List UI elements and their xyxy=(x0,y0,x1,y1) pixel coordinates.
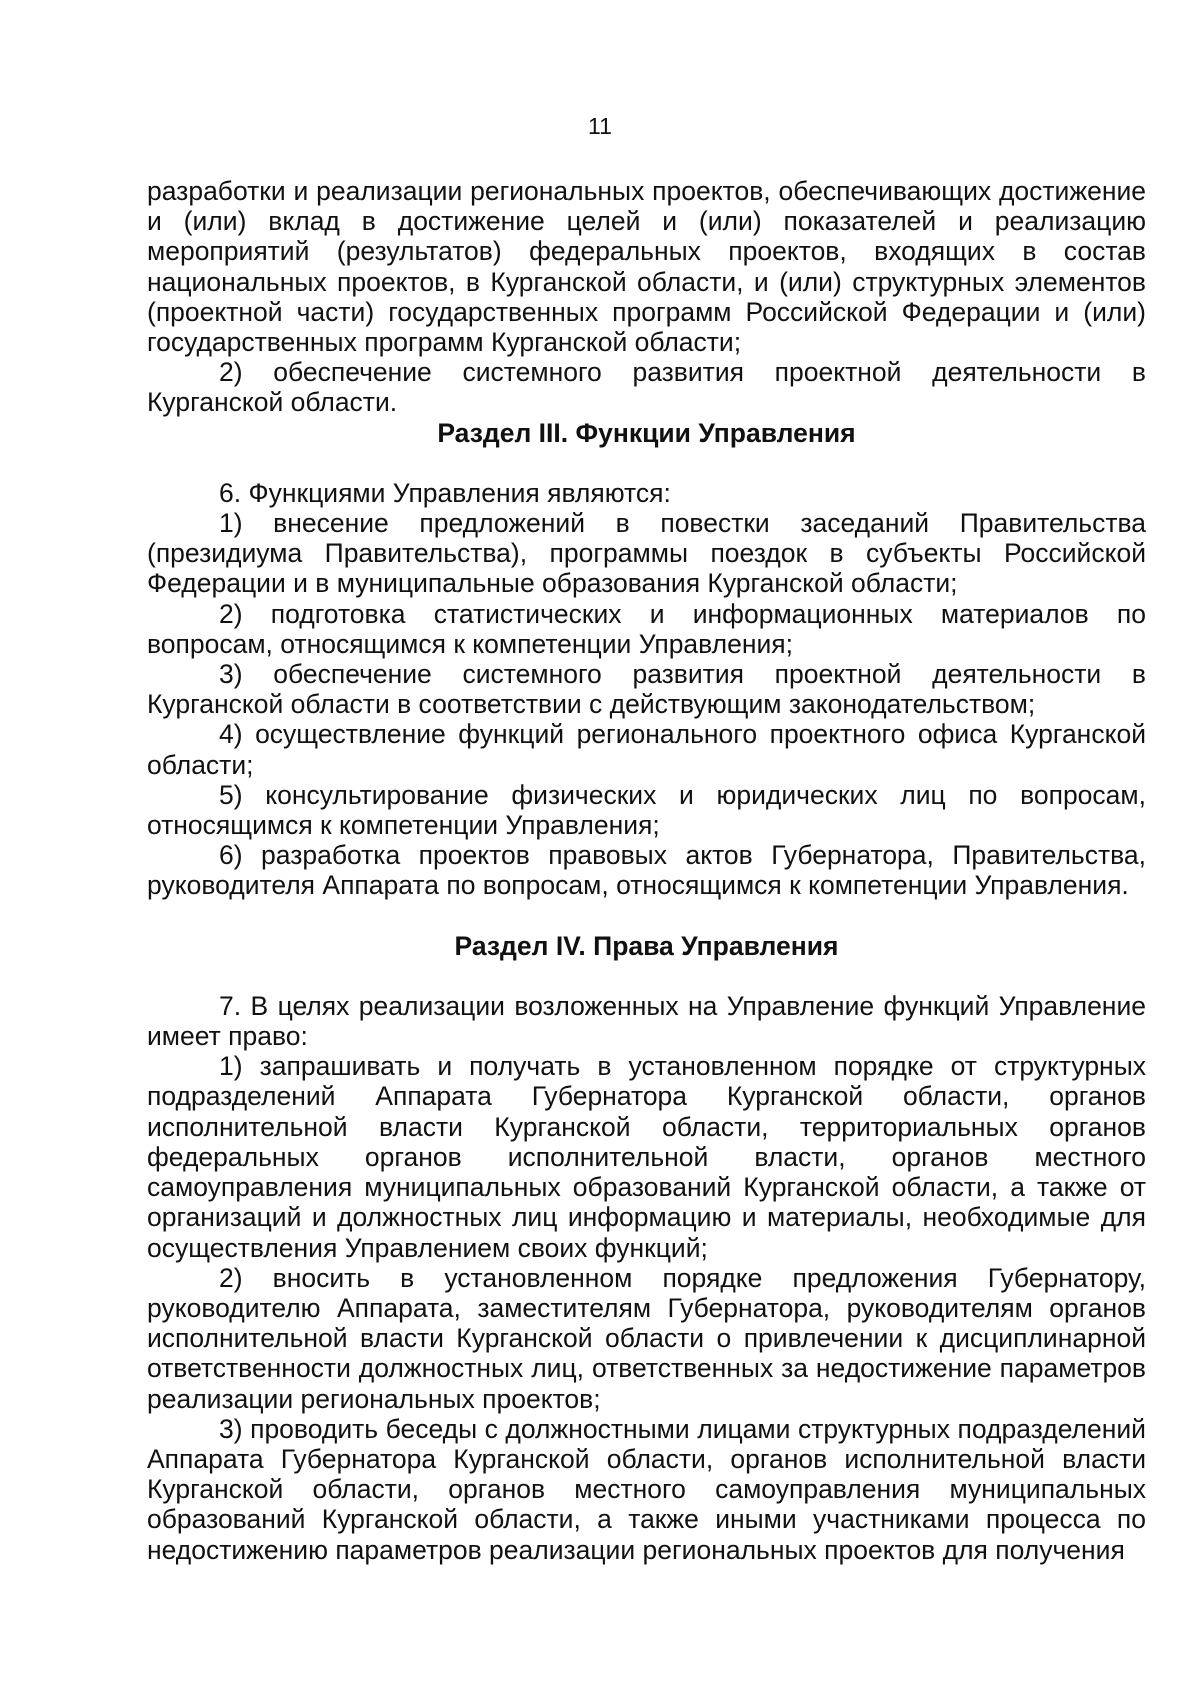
section-heading-3: Раздел III. Функции Управления xyxy=(437,417,856,448)
function-item-2: 2) подготовка статистических и информационных материалов по вопросам, относящимся к компетенции Управления; xyxy=(147,598,1146,659)
function-item-1: 1) внесение предложений в повестки заседаний Правительства (президиума Правительства), программы поездок в субъекты Российской Федерации и в муниципальные образования Курганской области; xyxy=(147,508,1146,599)
right-item-2: 2) вносить в установленном порядке предложения Губернатору, руководителю Аппарата, заместителям Губернатора, руководителям органов исполнительной власти Курганской области о привлечении к дисциплинарной ответственности должностных лиц, ответственных за недостижение параметров реализации региональных проектов; xyxy=(147,1262,1146,1414)
spacer xyxy=(147,448,1146,478)
section3-lead: 6. Функциями Управления являются: xyxy=(219,477,671,508)
spacer xyxy=(147,901,1146,931)
function-item-5: 5) консультирование физических и юридических лиц по вопросам, относящимся к компетенции Управления; xyxy=(147,779,1146,841)
right-item-3: 3) проводить беседы с должностными лицами структурных подразделений Аппарата Губернатора Курганской области, органов исполнительной власти Курганской области, органов местного самоуправления муниципальных образований Курганской области, а также иными участниками процесса по недостижению параметров реализации региональных проектов для получения xyxy=(147,1413,1146,1565)
section4-lead: 7. В целях реализации возложенных на Управление функций Управление имеет право: xyxy=(147,990,1146,1052)
paragraph-continuation: разработки и реализации региональных проектов, обеспечивающих достижение и (или) вклад в достижение целей и (или) показателей и реализацию мероприятий (результатов) федеральных проектов, входящих в состав национальных проектов, в Курганской области, и (или) структурных элементов (проектной части) государственных программ Российской Федерации и (или) государственных программ Курганской области; xyxy=(147,176,1146,358)
intro-item-2: 2) обеспечение системного развития проектной деятельности в Курганской области. xyxy=(147,357,1146,418)
page-number: 11 xyxy=(588,113,612,139)
function-item-4: 4) осуществление функций регионального проектного офиса Курганской области; xyxy=(147,719,1146,780)
function-item-6: 6) разработка проектов правовых актов Губернатора, Правительства, руководителя Аппарата по вопросам, относящимся к компетенции Управления. xyxy=(147,840,1146,901)
document-body xyxy=(147,176,1146,1565)
spacer xyxy=(147,961,1146,991)
section-heading-4: Раздел IV. Права Управления xyxy=(454,930,839,961)
function-item-3: 3) обеспечение системного развития проектной деятельности в Курганской области в соответствии с действующим законодательством; xyxy=(147,659,1146,720)
right-item-1: 1) запрашивать и получать в установленном порядке от структурных подразделений Аппарата Губернатора Курганской области, органов исполнительной власти Курганской области, территориальных органов федеральных органов исполнительной власти, органов местного самоуправления муниципальных образований Курганской области, а также от организаций и должностных лиц информацию и материалы, необходимые для осуществления Управлением своих функций; xyxy=(147,1051,1146,1263)
